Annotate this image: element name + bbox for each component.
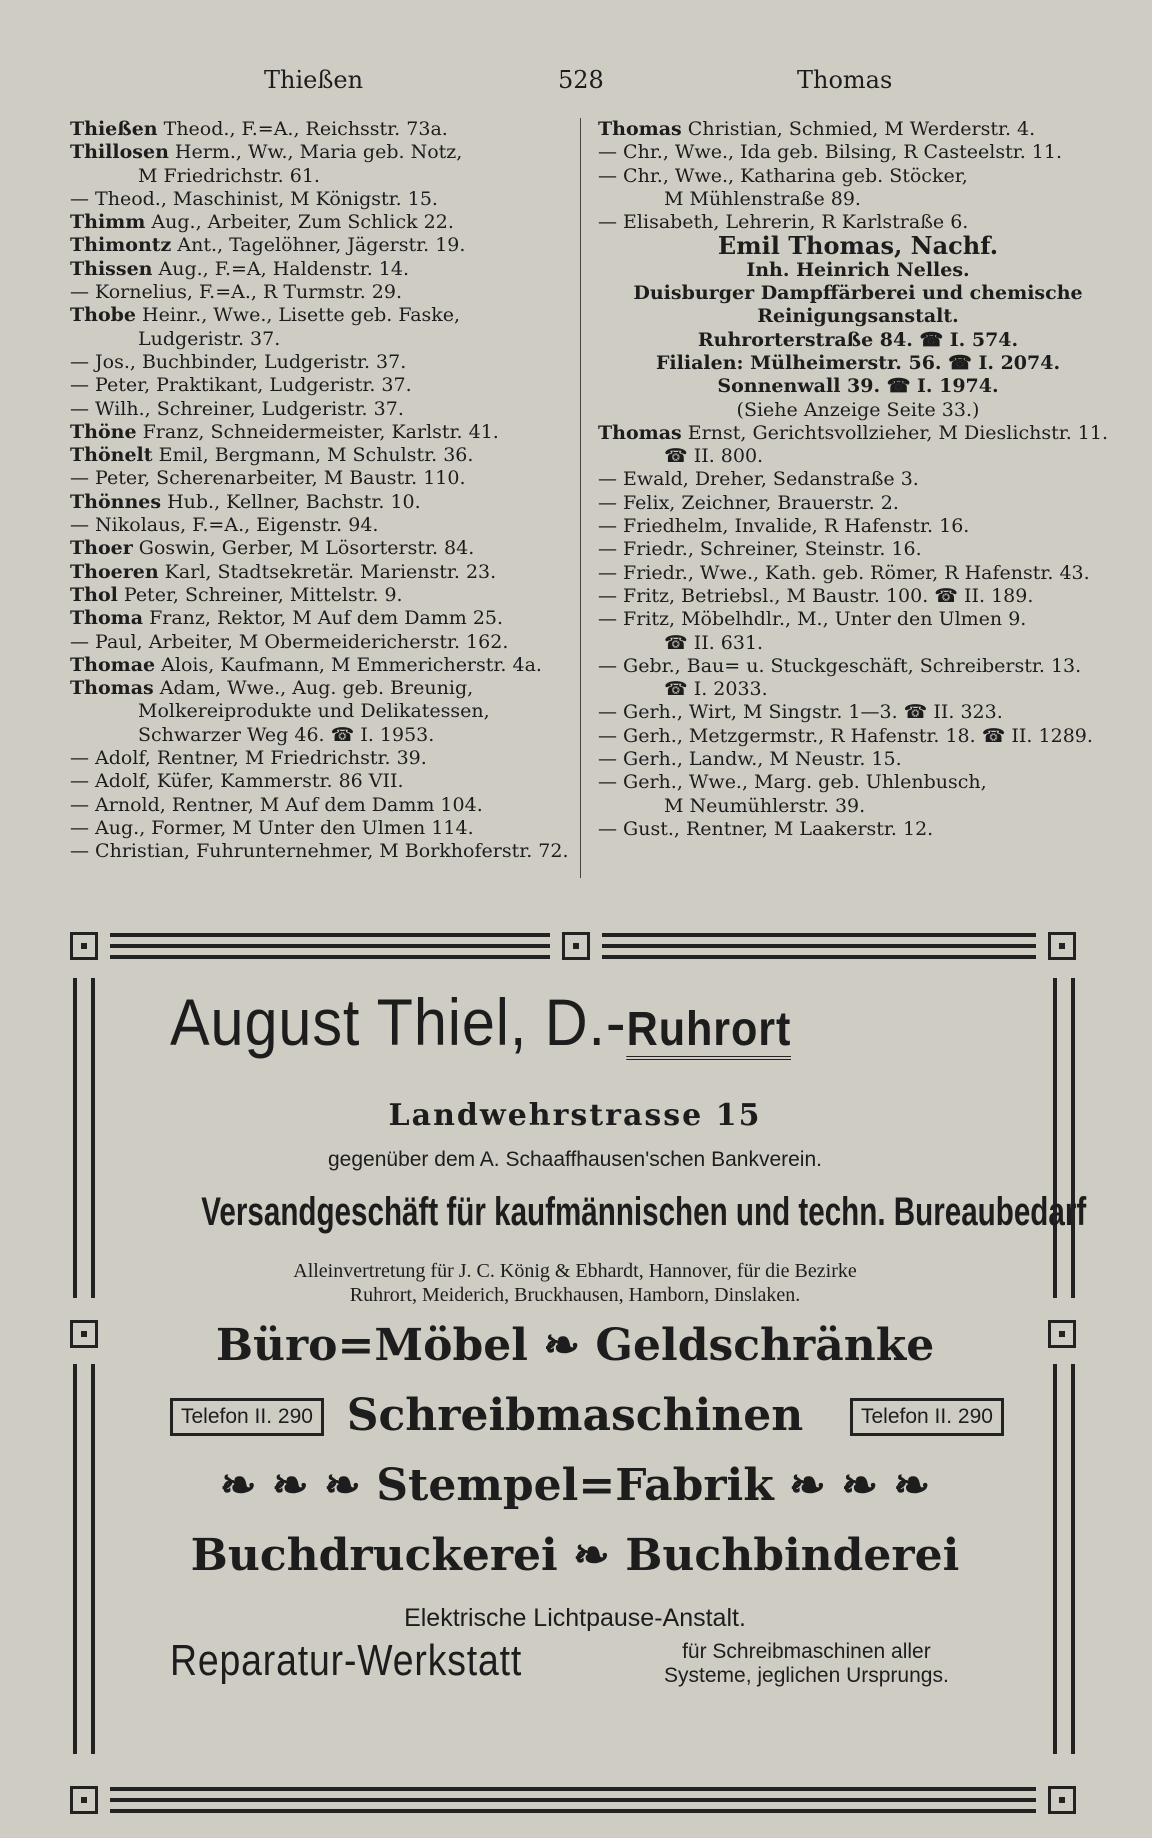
directory-entry	[598, 515, 1118, 538]
entry-details: — Peter, Scherenarbeiter, M Baustr. 110.	[70, 467, 466, 490]
entry-keyword: Thießen	[70, 118, 158, 140]
right-column	[598, 118, 1118, 841]
directory-entry	[598, 305, 1118, 328]
ornament-square	[1048, 1786, 1076, 1814]
advertisement	[70, 928, 1087, 1818]
entry-details: — Wilh., Schreiner, Ludgeristr. 37.	[70, 397, 404, 420]
entry-details: Goswin, Gerber, M Lösorterstr. 84.	[132, 537, 475, 560]
entry-details: — Felix, Zeichner, Brauerstr. 2.	[598, 491, 899, 514]
ad-agency-1: Alleinvertretung für J. C. König & Ebhardt, Hannover, für die Bezirke	[293, 1260, 857, 1282]
ad-opposite: gegenüber dem A. Schaaffhausen'schen Bankverein.	[328, 1148, 822, 1171]
directory-entry	[70, 118, 570, 141]
entry-keyword: Thönnes	[70, 490, 162, 513]
ad-top-border	[70, 928, 1080, 964]
ad-lichtpause: Elektrische Lichtpause-Anstalt.	[404, 1604, 746, 1632]
entry-keyword: Thöne	[70, 420, 137, 443]
directory-entry	[70, 537, 570, 560]
entry-keyword: Thönelt	[70, 444, 153, 467]
entry-keyword: Reinigungsanstalt.	[757, 305, 959, 328]
ad-bottom-border	[70, 1782, 1080, 1818]
ad-business: Versandgeschäft für kaufmännischen und techn. Bureaubedarf	[201, 1190, 1087, 1234]
ad-buchdruck: Buchdruckerei ❧ Buchbinderei	[190, 1530, 960, 1581]
directory-entry	[598, 795, 1118, 818]
directory-entry	[598, 422, 1118, 445]
directory-entry	[70, 794, 570, 817]
entry-details: — Friedr., Schreiner, Steinstr. 16.	[598, 538, 922, 561]
entry-details: Heinr., Wwe., Lisette geb. Faske,	[136, 304, 461, 327]
entry-details: — Kornelius, F.=A., R Turmstr. 29.	[70, 281, 402, 304]
entry-keyword: Filialen: Mülheimerstr. 56. ☎ I. 2074.	[655, 351, 1061, 374]
ad-agency-2: Ruhrort, Meiderich, Bruckhausen, Hamborn, Dinslaken.	[349, 1284, 801, 1306]
ad-repair: Reparatur-Werkstatt	[170, 1636, 523, 1685]
directory-entry	[70, 817, 570, 840]
entry-keyword: Duisburger Dampffärberei und chemische	[633, 282, 1083, 305]
ad-company-name	[170, 984, 791, 1060]
entry-details: Aug., Arbeiter, Zum Schlick 22.	[145, 211, 454, 234]
entry-details: — Theod., Maschinist, M Königstr. 15.	[70, 187, 438, 210]
directory-entry	[70, 840, 570, 863]
entry-details: (Siehe Anzeige Seite 33.)	[736, 398, 980, 421]
entry-keyword: Ruhrorterstraße 84. ☎ I. 574.	[697, 328, 1019, 351]
entry-details: — Arnold, Rentner, M Auf dem Damm 104.	[70, 793, 483, 816]
entry-details: Aug., F.=A, Haldenstr. 14.	[152, 257, 410, 280]
entry-details: ☎ II. 800.	[664, 445, 764, 468]
directory-entry	[598, 632, 1118, 655]
directory-entry	[70, 467, 570, 490]
directory-entry	[598, 375, 1118, 398]
entry-keyword: Thomas	[598, 118, 682, 140]
directory-entry	[598, 188, 1118, 211]
entry-details: — Ewald, Dreher, Sedanstraße 3.	[598, 468, 919, 491]
header-left-keyword: Thießen	[264, 66, 364, 94]
directory-entry	[598, 141, 1118, 164]
ad-repair-note	[664, 1640, 949, 1688]
directory-entry	[598, 562, 1118, 585]
directory-entry	[70, 374, 570, 397]
directory-entry	[70, 141, 570, 164]
directory-entry	[598, 399, 1118, 422]
directory-entry	[598, 678, 1118, 701]
entry-keyword: Thobe	[70, 304, 136, 327]
entry-details: — Adolf, Rentner, M Friedrichstr. 39.	[70, 747, 427, 770]
header-right-keyword: Thomas	[797, 66, 893, 94]
directory-entry	[70, 398, 570, 421]
entry-details: — Chr., Wwe., Ida geb. Bilsing, R Casteelstr. 11.	[598, 141, 1063, 164]
entry-details: — Peter, Praktikant, Ludgeristr. 37.	[70, 374, 412, 397]
directory-entry	[70, 328, 570, 351]
entry-details: — Friedr., Wwe., Kath. geb. Römer, R Hafenstr. 43.	[598, 561, 1090, 584]
entry-keyword: Thomas	[70, 677, 154, 700]
entry-keyword: Thimm	[70, 211, 146, 234]
ad-schreibmaschinen: Schreibmaschinen	[346, 1390, 804, 1441]
entry-keyword: Thoma	[70, 607, 144, 630]
directory-entry	[70, 631, 570, 654]
directory-entry	[70, 770, 570, 793]
entry-details: Peter, Schreiner, Mittelstr. 9.	[117, 583, 403, 606]
ornament-vertical-bar	[1053, 978, 1075, 1298]
entry-keyword: Thimontz	[70, 234, 172, 257]
entry-details: — Fritz, Möbelhdlr., M., Unter den Ulmen 9.	[598, 608, 1027, 631]
ad-telefon-right: Telefon II. 290	[850, 1398, 1004, 1436]
entry-details: M Neumühlerstr. 39.	[664, 794, 866, 817]
directory-entry	[70, 211, 570, 234]
entry-details: — Gebr., Bau= u. Stuckgeschäft, Schreiberstr. 13.	[598, 654, 1082, 677]
directory-entry	[598, 818, 1118, 841]
directory-entry	[70, 421, 570, 444]
directory-entry	[598, 468, 1118, 491]
entry-details: — Chr., Wwe., Katharina geb. Stöcker,	[598, 164, 968, 187]
directory-entry	[598, 352, 1118, 375]
entry-details: Ant., Tagelöhner, Jägerstr. 19.	[171, 234, 466, 257]
ornament-square	[562, 932, 590, 960]
directory-entry	[598, 492, 1118, 515]
entry-keyword: Thomae	[70, 653, 156, 676]
ornament-bar	[602, 933, 1036, 959]
directory-entry	[70, 724, 570, 747]
entry-details: Herm., Ww., Maria geb. Notz,	[168, 141, 463, 164]
ad-telefon-left: Telefon II. 290	[170, 1398, 324, 1436]
entry-details: ☎ I. 2033.	[664, 678, 768, 701]
entry-keyword: Thol	[70, 583, 118, 606]
directory-entry	[598, 165, 1118, 188]
entry-details: Theod., F.=A., Reichsstr. 73a.	[157, 118, 448, 140]
ad-title-text: August Thiel, D.-	[170, 985, 627, 1059]
directory-entry	[598, 445, 1118, 468]
left-column	[70, 118, 570, 864]
directory-entry	[598, 585, 1118, 608]
entry-details: M Mühlenstraße 89.	[664, 187, 861, 210]
entry-details: M Friedrichstr. 61.	[138, 164, 320, 187]
directory-entry	[70, 491, 570, 514]
directory-entry	[70, 165, 570, 188]
entry-details: — Christian, Fuhrunternehmer, M Borkhoferstr. 72.	[70, 840, 569, 863]
entry-details: — Adolf, Küfer, Kammerstr. 86 VII.	[70, 770, 404, 793]
directory-entry	[70, 584, 570, 607]
entry-keyword: Thillosen	[70, 141, 169, 164]
ornament-square	[1048, 932, 1076, 960]
ornament-square	[70, 932, 98, 960]
entry-details: Schwarzer Weg 46. ☎ I. 1953.	[138, 723, 435, 746]
ad-moebel: Büro=Möbel ❧ Geldschränke	[215, 1320, 935, 1371]
entry-details: — Nikolaus, F.=A., Eigenstr. 94.	[70, 514, 379, 537]
column-divider	[580, 118, 581, 878]
directory-entry	[598, 118, 1118, 141]
ad-repair-note-1: für Schreibmaschinen aller	[682, 1640, 931, 1663]
directory-entry	[70, 677, 570, 700]
entry-details: — Gerh., Wirt, M Singstr. 1—3. ☎ II. 323.	[598, 701, 1003, 724]
entry-details: Hub., Kellner, Bachstr. 10.	[161, 490, 421, 513]
entry-details: — Gerh., Metzgermstr., R Hafenstr. 18. ☎ II. 1289.	[598, 724, 1093, 747]
entry-details: ☎ II. 631.	[664, 631, 764, 654]
directory-entry	[70, 258, 570, 281]
ad-street: Landwehrstrasse 15	[388, 1098, 762, 1133]
directory-entry	[70, 351, 570, 374]
ornament-bar	[110, 933, 550, 959]
directory-entry	[598, 282, 1118, 305]
directory-entry	[70, 304, 570, 327]
entry-details: — Gerh., Wwe., Marg. geb. Uhlenbusch,	[598, 771, 987, 794]
directory-entry	[70, 188, 570, 211]
directory-entry	[70, 747, 570, 770]
page-number: 528	[558, 66, 604, 94]
entry-details: Ernst, Gerichtsvollzieher, M Dieslichstr. 11.	[681, 421, 1109, 444]
directory-entry	[70, 234, 570, 257]
directory-entry	[598, 655, 1118, 678]
entry-details: — Friedhelm, Invalide, R Hafenstr. 16.	[598, 515, 970, 538]
directory-entry	[70, 654, 570, 677]
directory-entry	[598, 701, 1118, 724]
directory-entry	[70, 700, 570, 723]
entry-keyword: Sonnenwall 39. ☎ I. 1974.	[717, 375, 999, 398]
directory-entry	[598, 259, 1118, 282]
entry-details: Ludgeristr. 37.	[138, 327, 281, 350]
directory-entry	[70, 514, 570, 537]
entry-details: — Gust., Rentner, M Laakerstr. 12.	[598, 817, 934, 840]
entry-keyword: Thissen	[70, 257, 153, 280]
directory-entry	[598, 725, 1118, 748]
entry-details: — Fritz, Betriebsl., M Baustr. 100. ☎ II. 189.	[598, 584, 1034, 607]
ad-repair-note-2: Systeme, jeglichen Ursprungs.	[664, 1664, 949, 1687]
entry-keyword: Emil Thomas, Nachf.	[717, 231, 999, 261]
entry-details: — Paul, Arbeiter, M Obermeidericherstr. 162.	[70, 630, 509, 653]
directory-entry	[598, 231, 1118, 261]
entry-details: Christian, Schmied, M Werderstr. 4.	[681, 118, 1036, 140]
entry-keyword: Thomas	[598, 421, 682, 444]
directory-entry	[598, 538, 1118, 561]
entry-keyword: Thoeren	[70, 560, 159, 583]
entry-details: Franz, Schneidermeister, Karlstr. 41.	[136, 420, 499, 443]
directory-entry	[70, 281, 570, 304]
entry-keyword: Thoer	[70, 537, 133, 560]
entry-details: — Elisabeth, Lehrerin, R Karlstraße 6.	[598, 211, 969, 234]
ornament-bar	[110, 1787, 1036, 1813]
directory-entry	[598, 329, 1118, 352]
directory-entry	[598, 771, 1118, 794]
entry-details: — Gerh., Landw., M Neustr. 15.	[598, 748, 902, 771]
directory-entry	[598, 748, 1118, 771]
ornament-square	[70, 1786, 98, 1814]
entry-details: Emil, Bergmann, M Schulstr. 36.	[152, 444, 474, 467]
entry-details: Adam, Wwe., Aug. geb. Breunig,	[153, 677, 474, 700]
entry-details: — Jos., Buchbinder, Ludgeristr. 37.	[70, 350, 407, 373]
entry-details: Alois, Kaufmann, M Emmericherstr. 4a.	[155, 653, 542, 676]
entry-details: Franz, Rektor, M Auf dem Damm 25.	[143, 607, 504, 630]
entry-details: Molkereiprodukte und Delikatessen,	[138, 700, 490, 723]
directory-entry	[70, 444, 570, 467]
entry-keyword: Inh. Heinrich Nelles.	[746, 258, 970, 281]
ad-title-ruhrort: Ruhrort	[627, 1003, 792, 1060]
entry-details: — Aug., Former, M Unter den Ulmen 114.	[70, 816, 474, 839]
directory-entry	[598, 608, 1118, 631]
directory-entry	[70, 561, 570, 584]
directory-entry	[70, 607, 570, 630]
entry-details: Karl, Stadtsekretär. Marienstr. 23.	[158, 560, 497, 583]
ad-stempel: ❧ ❧ ❧ Stempel=Fabrik ❧ ❧ ❧	[219, 1460, 931, 1511]
ornament-vertical-bar	[73, 978, 95, 1298]
